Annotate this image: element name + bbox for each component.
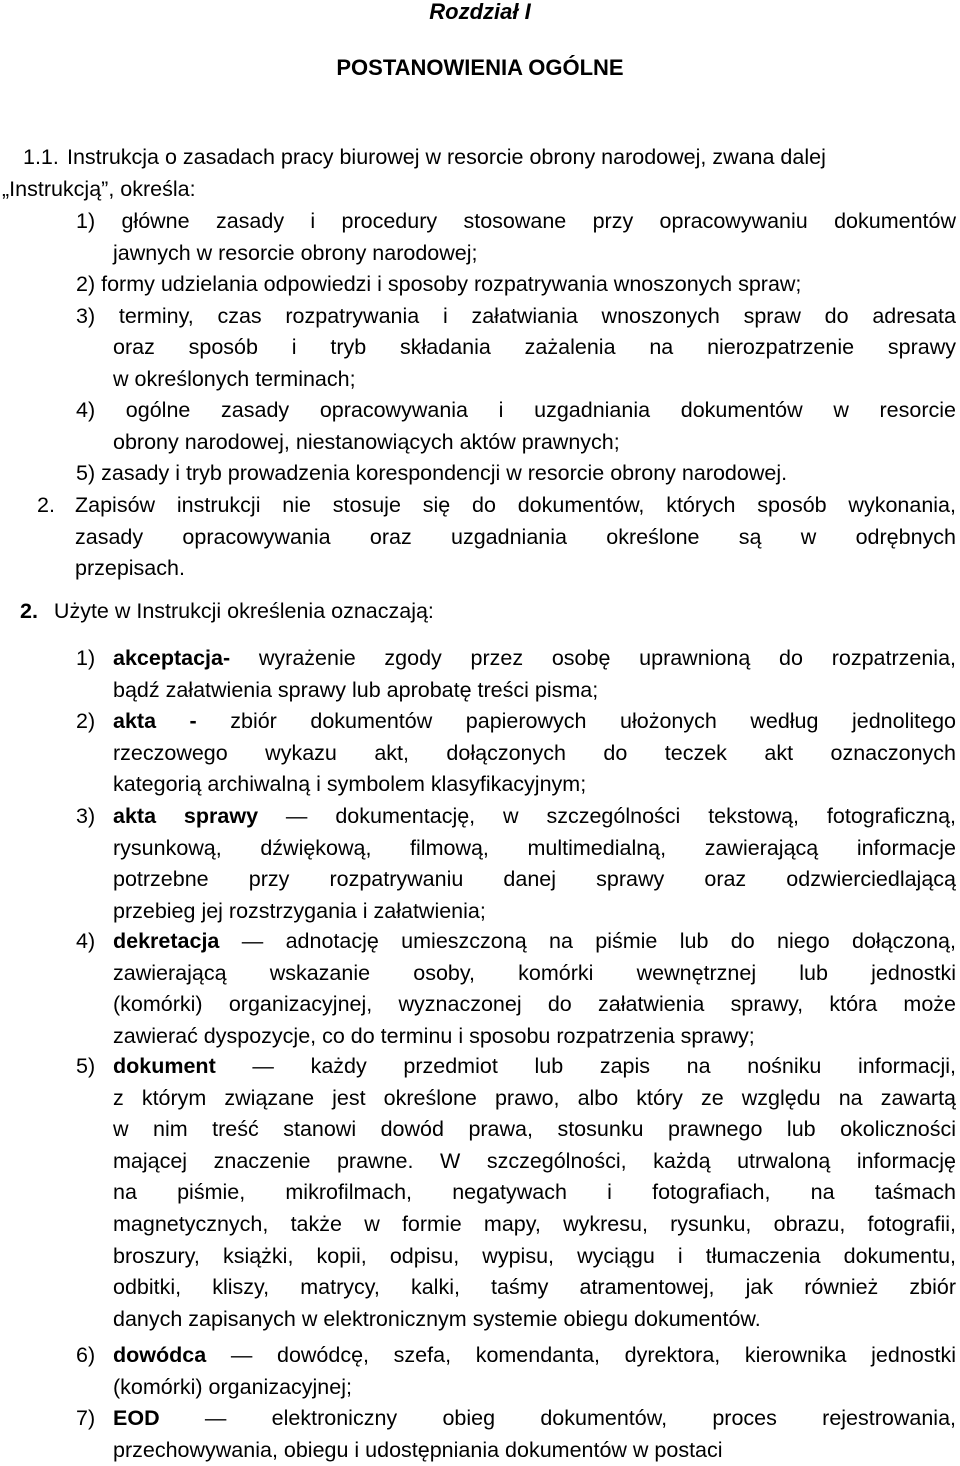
definition-term: EOD — [113, 1406, 160, 1430]
list-item-continuation: obrony narodowej, niestanowiących aktów prawnych; — [113, 430, 620, 454]
definition-text: danych zapisanych w elektronicznym systemie obiegu dokumentów. — [113, 1306, 761, 1331]
definition-text: z którym związane jest określone prawo, albo który ze względu na zawartą — [113, 1085, 956, 1110]
list-item-text: zasady i tryb prowadzenia korespondencji w resorcie obrony narodowej. — [101, 461, 788, 485]
chapter-title: Rozdział I — [429, 0, 531, 24]
paragraph-text: Zapisów instrukcji nie stosuje się do dokumentów, których sposób wykonania, — [75, 493, 956, 517]
definition-term: akta - — [113, 709, 197, 733]
definition-text: (komórki) organizacyjnej; — [113, 1374, 352, 1399]
definition-text: mającej znaczenie prawne. W szczególności, każdą utrwaloną informację — [113, 1148, 956, 1173]
list-item — [76, 269, 956, 301]
list-item-label: 3) — [76, 304, 96, 328]
paragraph-text: „Instrukcją”, określa: — [2, 177, 196, 201]
list-item-text: główne zasady i procedury stosowane przy opracowywaniu dokumentów — [121, 209, 956, 233]
definition-term: dekretacja — [113, 929, 220, 953]
paragraph-text: Instrukcja o zasadach pracy biurowej w resorcie obrony narodowej, zwana dalej — [67, 145, 826, 169]
list-item-label: 1) — [76, 209, 96, 233]
definition-number-label: 2) — [76, 709, 96, 733]
paragraph-number: 2. — [20, 599, 38, 623]
paragraph-text: przepisach. — [75, 556, 185, 580]
definition-text: przechowywania, obiegu i udostępniania dokumentów w postaci — [113, 1437, 723, 1462]
list-item-label: 5) — [76, 461, 96, 485]
definition-term: akceptacja- — [113, 646, 231, 670]
list-item-text: formy udzielania odpowiedzi i sposoby rozpatrywania wnoszonych spraw; — [101, 272, 802, 296]
list-item — [76, 458, 956, 490]
definition-number-label: 5) — [76, 1054, 96, 1078]
definition-text: na piśmie, mikrofilmach, negatywach i fotografiach, na taśmach — [113, 1180, 956, 1205]
list-item-text: terminy, czas rozpatrywania i załatwiania wnoszonych spraw do adresata — [118, 304, 956, 328]
definition-text: rzeczowego wykazu akt, dołączonych do teczek akt oznaczonych — [113, 740, 956, 765]
definition-text: zawierającą wskazanie osoby, komórki wewnętrznej lub jednostki — [113, 960, 956, 985]
definition-text: magnetycznych, także w formie mapy, wykresu, rysunku, obrazu, fotografii, — [113, 1212, 956, 1236]
definition-term: dowódca — [113, 1343, 207, 1367]
definition-term: akta sprawy — [113, 804, 259, 828]
definition-text: przebieg jej rozstrzygania i załatwienia; — [113, 898, 486, 923]
list-item-continuation: jawnych w resorcie obrony narodowej; — [113, 241, 478, 265]
definition-text: broszury, książki, kopii, odpisu, wypisu, wyciągu i tłumaczenia dokumentu, — [113, 1243, 956, 1268]
paragraph-intro: Użyte w Instrukcji określenia oznaczają: — [53, 599, 434, 623]
definition-text: kategorią archiwalną i symbolem klasyfikacyjnym; — [113, 772, 587, 797]
definition-text: zbiór dokumentów papierowych ułożonych według jednolitego — [196, 709, 956, 733]
definition-number-label: 3) — [76, 804, 96, 828]
definition-number-label: 1) — [76, 646, 96, 670]
definition-text: rysunkową, dźwiękową, filmową, multimedialną, zawierającą informacje — [113, 835, 956, 860]
list-item — [76, 301, 956, 333]
list-item — [76, 395, 956, 427]
definition-text: — dokumentację, w szczególności tekstową, fotograficzną, — [258, 804, 956, 828]
list-item — [76, 206, 956, 238]
definition-text: wyrażenie zgody przez osobę uprawnioną do rozpatrzenia, — [230, 646, 956, 670]
definition-text: bądź załatwienia sprawy lub aprobatę treści pisma; — [113, 677, 599, 702]
paragraph-3 — [20, 596, 434, 628]
section-heading: POSTANOWIENIA OGÓLNE — [336, 55, 624, 80]
list-item-continuation: oraz sposób i tryb składania zażalenia na nierozpatrzenie sprawy — [113, 335, 956, 359]
paragraph-number: 1.1. — [23, 145, 59, 169]
definition-text: zawierać dyspozycje, co do terminu i sposobu rozpatrzenia sprawy; — [113, 1023, 755, 1048]
definition-text: (komórki) organizacyjnej, wyznaczonej do załatwienia sprawy, która może — [113, 992, 956, 1017]
definition-text: — dowódcę, szefa, komendanta, dyrektora, kierownika jednostki — [206, 1343, 956, 1367]
definition-text: — każdy przedmiot lub zapis na nośniku informacji, — [215, 1054, 956, 1078]
definition-number-label: 7) — [76, 1406, 96, 1430]
definition-text: odbitki, kliszy, matrycy, kalki, taśmy atramentowej, jak również zbiór — [113, 1275, 956, 1300]
list-item-continuation: w określonych terminach; — [113, 367, 356, 391]
definition-term: dokument — [113, 1054, 216, 1078]
list-item-label: 2) — [76, 272, 96, 296]
definition-number-label: 4) — [76, 929, 96, 953]
list-item-label: 4) — [76, 398, 96, 422]
definition-text: — adnotację umieszczoną na piśmie lub do niego dołączoną, — [219, 929, 956, 953]
definition-text: potrzebne przy rozpatrywaniu danej sprawy oraz odzwierciedlającą — [113, 867, 956, 892]
list-item-text: ogólne zasady opracowywania i uzgadniania dokumentów w resorcie — [125, 398, 956, 422]
paragraph-number: 2. — [37, 493, 55, 517]
definition-text: w nim treść stanowi dowód prawa, stosunku prawnego lub okoliczności — [113, 1117, 956, 1142]
paragraph-text: zasady opracowywania oraz uzgadniania określone są w odrębnych — [75, 525, 956, 549]
definition-text: — elektroniczny obieg dokumentów, proces rejestrowania, — [159, 1406, 956, 1430]
definition-number-label: 6) — [76, 1343, 96, 1367]
